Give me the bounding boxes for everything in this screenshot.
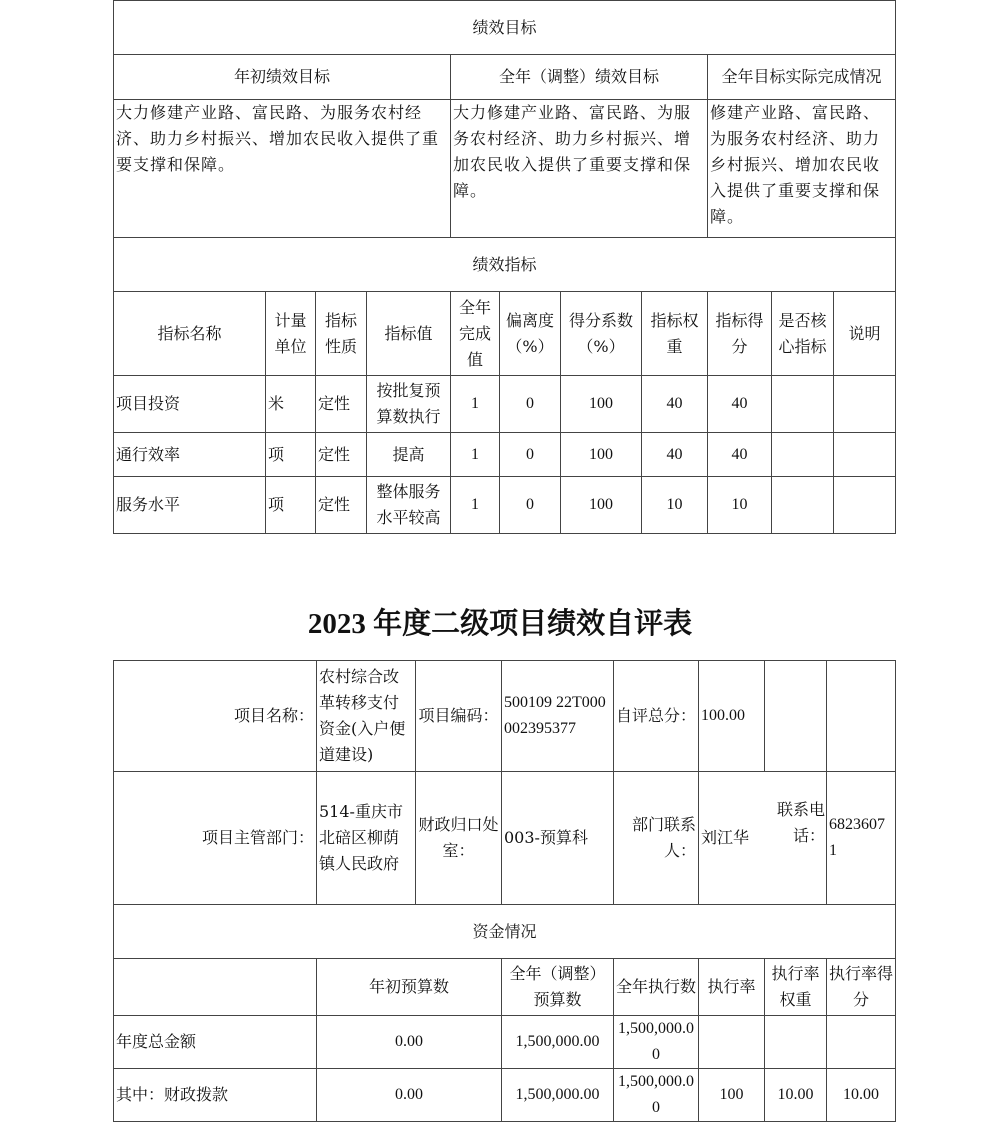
performance-goals-table (113, 0, 896, 534)
indicator-nature: 定性 (316, 376, 367, 433)
indicator-coefficient: 100 (561, 477, 642, 534)
funds-adjusted: 1,500,000.00 (502, 1069, 614, 1122)
goals-header: 绩效目标 (114, 1, 896, 55)
indicator-value: 按批复预算数执行 (367, 376, 451, 433)
funds-row-label: 年度总金额 (114, 1016, 317, 1069)
project-code-value: 500109 22T000002395377 (502, 661, 614, 772)
funds-col-rate: 执行率 (699, 959, 765, 1016)
indicator-col-completed: 全年完成值 (451, 292, 500, 376)
funds-adjusted: 1,500,000.00 (502, 1016, 614, 1069)
indicator-col-unit: 计量单位 (266, 292, 316, 376)
table-row (114, 1016, 896, 1069)
funds-rate-weight: 10.00 (765, 1069, 827, 1122)
indicator-completed: 1 (451, 477, 500, 534)
table-row (114, 376, 896, 433)
project-funds-table (113, 660, 896, 1122)
funds-col-initial: 年初预算数 (317, 959, 502, 1016)
indicator-unit: 项 (266, 433, 316, 477)
finance-value: 003-预算科 (502, 772, 614, 905)
indicator-nature: 定性 (316, 433, 367, 477)
goals-text-adjusted: 大力修建产业路、富民路、为服务农村经济、助力乡村振兴、增加农民收入提供了重要支撑和保障。 (451, 100, 708, 238)
funds-rate-score: 10.00 (827, 1069, 896, 1122)
funds-col-rate-weight: 执行率权重 (765, 959, 827, 1016)
indicator-note (834, 376, 896, 433)
indicator-completed: 1 (451, 433, 500, 477)
indicator-weight: 40 (642, 433, 708, 477)
indicator-deviation: 0 (500, 433, 561, 477)
funds-initial: 0.00 (317, 1016, 502, 1069)
indicator-col-note: 说明 (834, 292, 896, 376)
page-title: 2023 年度二级项目绩效自评表 (307, 608, 693, 640)
table-row (114, 1069, 896, 1122)
table-row (114, 477, 896, 534)
funds-rate: 100 (699, 1069, 765, 1122)
indicator-col-deviation: 偏离度（%） (500, 292, 561, 376)
dept-label: 项目主管部门： (114, 772, 317, 905)
project-score-value: 100.00 (699, 661, 765, 772)
contact-value: 刘江华 (699, 772, 827, 905)
indicator-value: 整体服务水平较高 (367, 477, 451, 534)
indicator-score: 40 (708, 433, 772, 477)
goals-text-initial: 大力修建产业路、富民路、为服务农村经济、助力乡村振兴、增加农民收入提供了重要支撑和保障。 (114, 100, 451, 238)
indicator-note (834, 433, 896, 477)
project-empty-cell (765, 661, 827, 772)
funds-col-rate-score: 执行率得分 (827, 959, 896, 1016)
table-row (114, 433, 896, 477)
indicator-value: 提高 (367, 433, 451, 477)
indicator-col-coefficient: 得分系数（%） (561, 292, 642, 376)
contact-label: 部门联系人： (614, 772, 699, 905)
indicator-note (834, 477, 896, 534)
project-name-label: 项目名称： (114, 661, 317, 772)
indicator-col-score: 指标得分 (708, 292, 772, 376)
funds-col-executed: 全年执行数 (614, 959, 699, 1016)
indicator-weight: 40 (642, 376, 708, 433)
indicator-coefficient: 100 (561, 376, 642, 433)
indicator-name: 服务水平 (114, 477, 266, 534)
indicator-nature: 定性 (316, 477, 367, 534)
phone-cell (776, 772, 896, 905)
indicator-completed: 1 (451, 376, 500, 433)
indicator-score: 40 (708, 376, 772, 433)
indicator-col-nature: 指标性质 (316, 292, 367, 376)
dept-value: 514-重庆市北碚区柳荫镇人民政府 (317, 772, 416, 905)
project-code-label: 项目编码： (416, 661, 502, 772)
indicator-core (772, 477, 834, 534)
funds-col-blank (114, 959, 317, 1016)
funds-row-label: 其中：财政拨款 (114, 1069, 317, 1122)
phone-value: 68236071 (829, 816, 885, 859)
funds-executed: 1,500,000.00 (614, 1016, 699, 1069)
funds-rate (699, 1016, 765, 1069)
indicator-col-name: 指标名称 (114, 292, 266, 376)
funds-rate-score (827, 1016, 896, 1069)
funds-rate-weight (765, 1016, 827, 1069)
indicator-name: 项目投资 (114, 376, 266, 433)
indicator-core (772, 376, 834, 433)
indicator-unit: 项 (266, 477, 316, 534)
funds-col-adjusted: 全年（调整）预算数 (502, 959, 614, 1016)
project-score-label: 自评总分： (614, 661, 699, 772)
funds-header: 资金情况 (114, 905, 896, 959)
indicator-name: 通行效率 (114, 433, 266, 477)
goals-col-initial: 年初绩效目标 (114, 55, 451, 100)
funds-executed: 1,500,000.00 (614, 1069, 699, 1122)
project-name-value: 农村综合改革转移支付资金(入户便道建设) (317, 661, 416, 772)
indicator-weight: 10 (642, 477, 708, 534)
finance-label: 财政归口处室： (416, 772, 502, 905)
phone-label: 联系电话： (776, 802, 825, 845)
project-empty-cell (827, 661, 896, 772)
funds-initial: 0.00 (317, 1069, 502, 1122)
indicator-deviation: 0 (500, 477, 561, 534)
indicator-deviation: 0 (500, 376, 561, 433)
indicator-coefficient: 100 (561, 433, 642, 477)
indicator-col-value: 指标值 (367, 292, 451, 376)
indicator-col-weight: 指标权重 (642, 292, 708, 376)
goals-col-actual: 全年目标实际完成情况 (708, 55, 896, 100)
indicator-core (772, 433, 834, 477)
goals-col-adjusted: 全年（调整）绩效目标 (451, 55, 708, 100)
indicator-score: 10 (708, 477, 772, 534)
goals-text-actual: 修建产业路、富民路、为服务农村经济、助力乡村振兴、增加农民收入提供了重要支撑和保障。 (708, 100, 896, 238)
indicators-header: 绩效指标 (114, 238, 896, 292)
indicator-col-core: 是否核心指标 (772, 292, 834, 376)
indicator-unit: 米 (266, 376, 316, 433)
